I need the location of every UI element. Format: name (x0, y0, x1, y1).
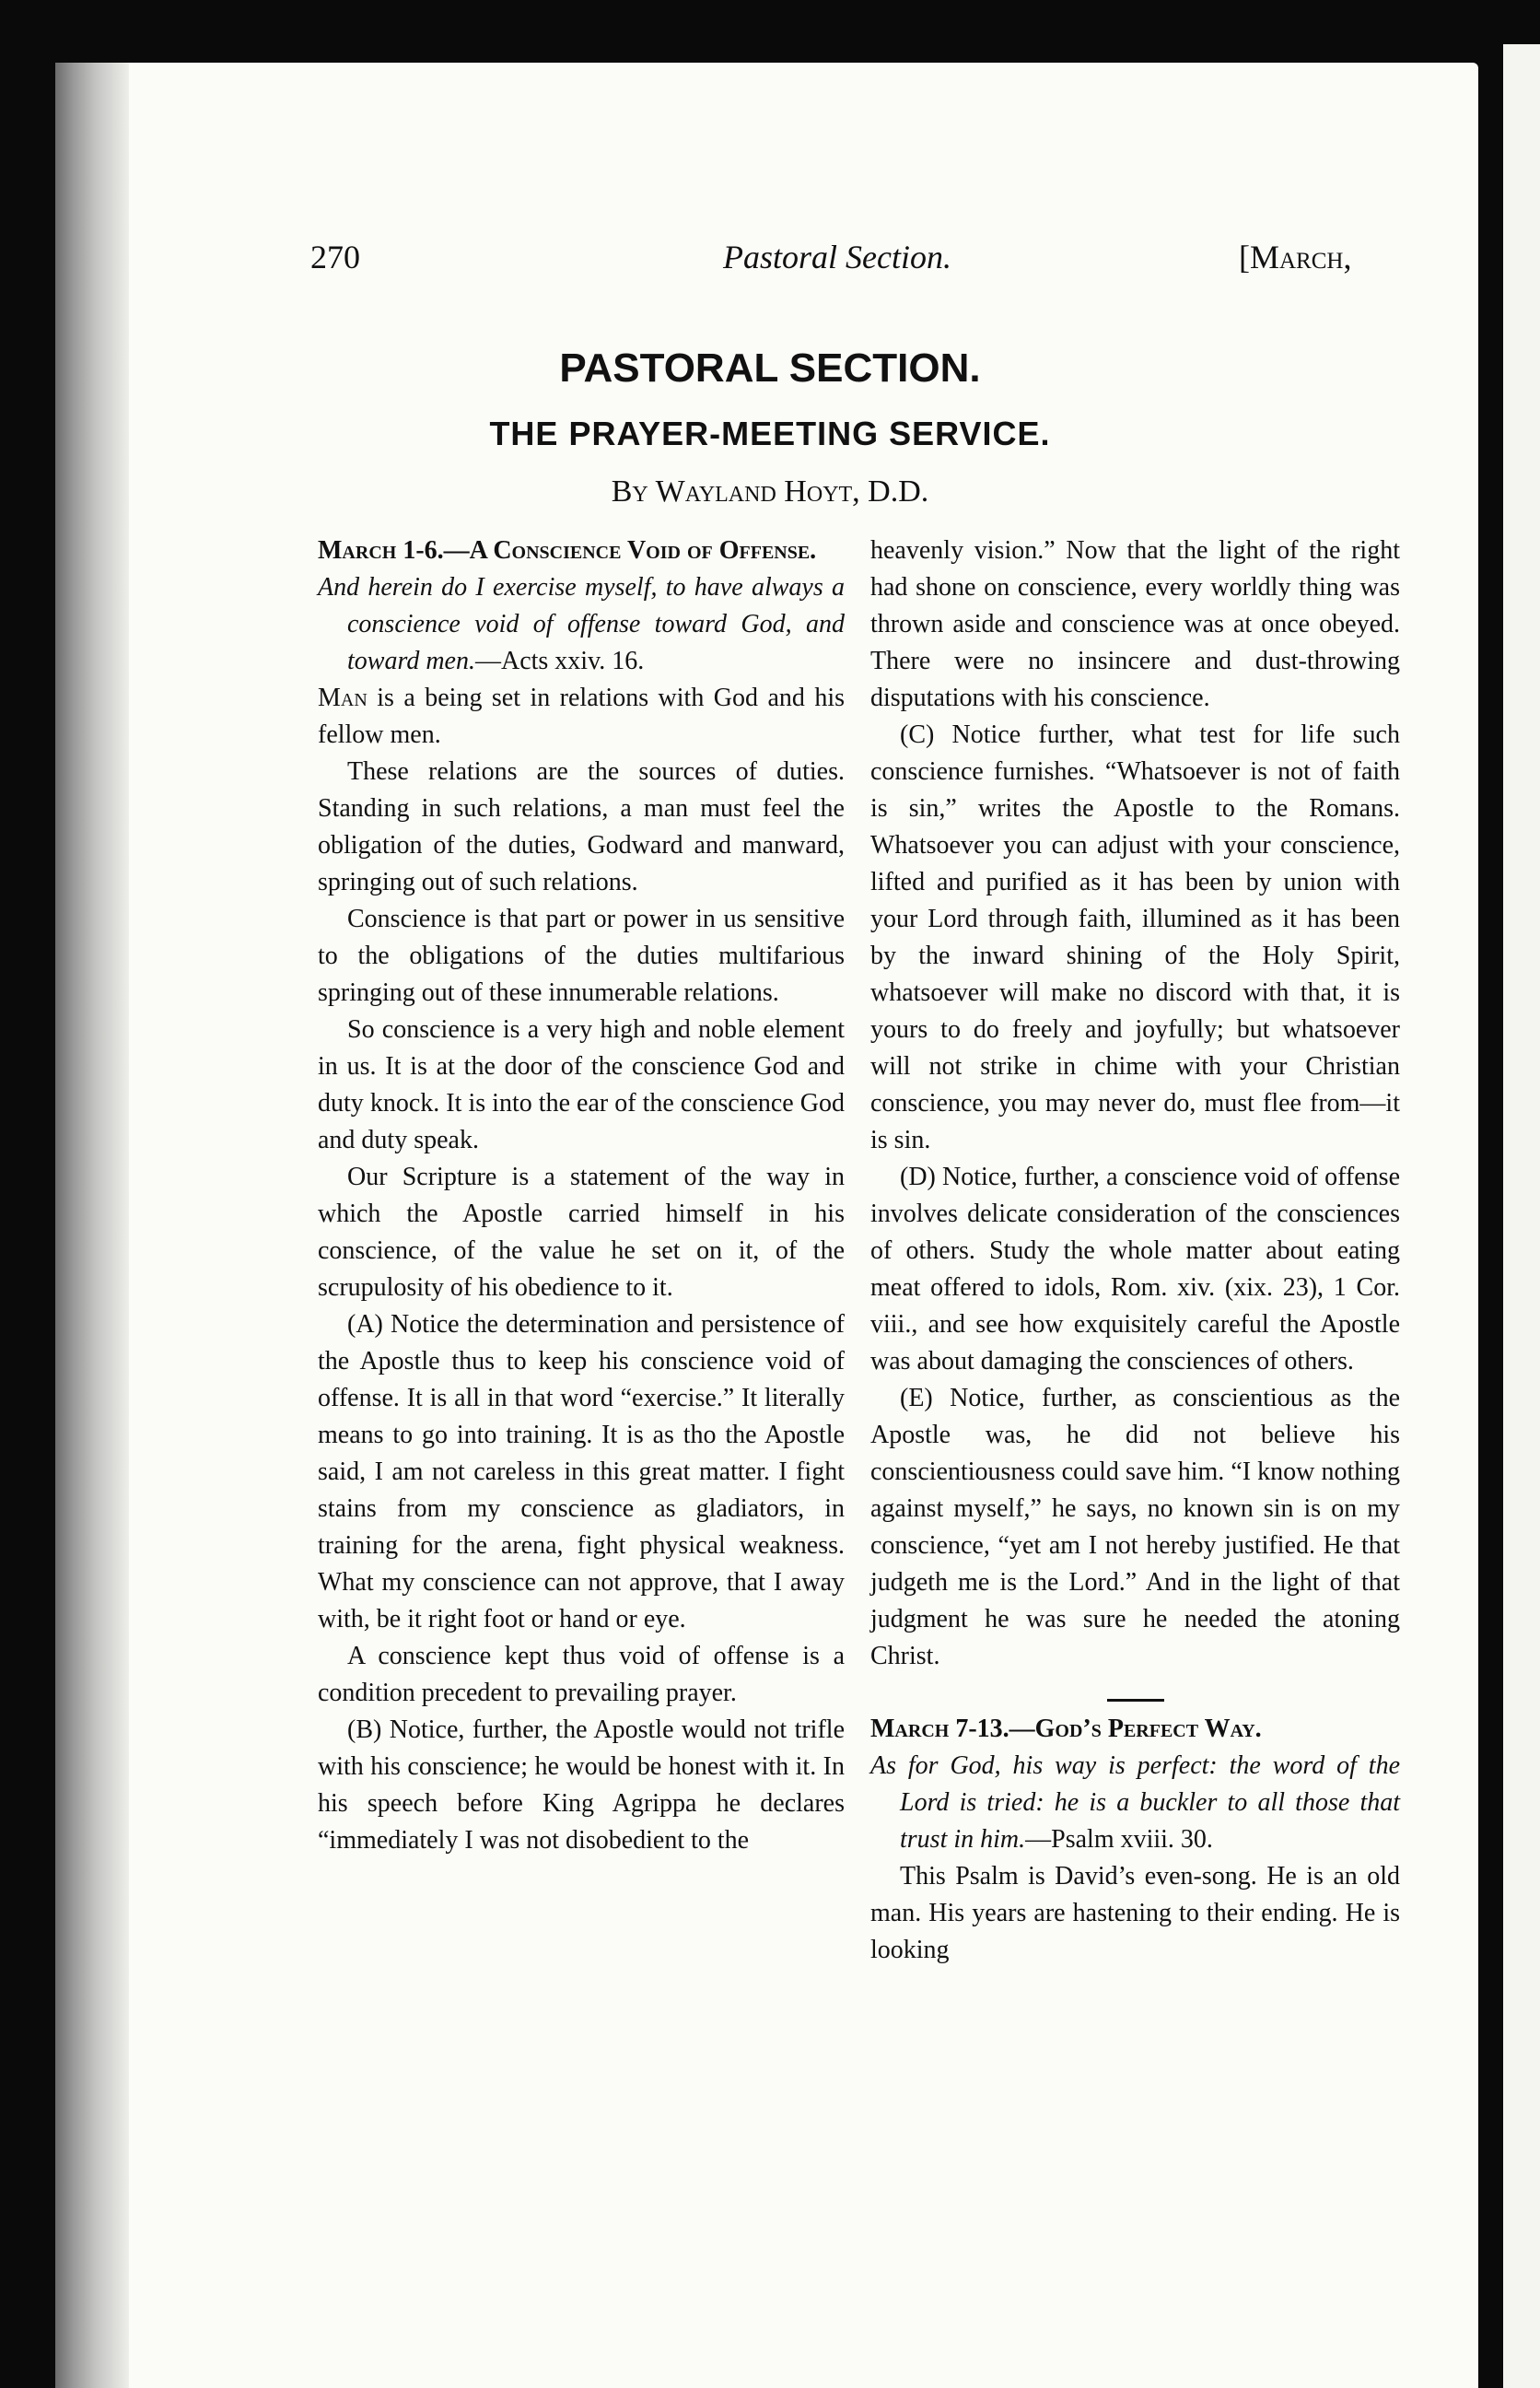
section-title: PASTORAL SECTION. (559, 345, 981, 391)
heading-title: —God’s Perfect Way. (1009, 1715, 1262, 1743)
scripture-reference: —Acts xxiv. 16. (474, 647, 645, 675)
paragraph-text: (B) Notice, further, the Apostle would not trifle with his conscience; he would be honest with it. In his speech before King Agrippa he declares “immediately I was not disobedient to the (318, 1715, 845, 1855)
heading-date: March 7-13. (870, 1715, 1009, 1743)
paragraph-point-b (318, 1712, 845, 1859)
scripture-quote (870, 1748, 1400, 1858)
paragraph: So conscience is a very high and noble element in us. It is at the door of the conscience God and duty knock. It is into the ear of the conscience God and duty speak. (318, 1015, 845, 1154)
service-title: THE PRAYER-MEETING SERVICE. (489, 415, 1051, 452)
paragraph-point-d: (D) Notice, further, a conscience void of offense involves delicate consideration of the consciences of others. Study the whole matter about eating meat offered to idols, Rom. xiv. (xix. 23), 1 Cor. viii., and see how exquisitely careful the Apostle was about damaging the consciences of others. (870, 1163, 1400, 1375)
byline: By Wayland Hoyt, D.D. (611, 474, 929, 509)
article-heading (870, 1711, 1400, 1748)
article-heading (318, 533, 845, 569)
heading-date: March 1-6. (318, 536, 444, 565)
scripture-text: And herein do I exercise myself, to have always a conscience void of offense toward God, and toward men. (318, 573, 845, 675)
paragraph: A conscience kept thus void of offense is a condition precedent to prevailing prayer. (318, 1642, 845, 1707)
paragraph-point-c: (C) Notice further, what test for life such conscience furnishes. “Whatsoever is not of faith is sin,” writes the Apostle to the Romans. Whatsoever you can adjust with your conscience, lifted and purified as it has been by union with your Lord through faith, illumined as it has been by the inward shining of the Holy Spirit, whatsoever will make no discord with that, it is yours to do freely and joyfully; but whatsoever will not strike in chime with your Christian conscience, you may never do, must flee from—it is sin. (870, 720, 1400, 1154)
page-stack-edge (55, 63, 129, 2388)
paragraph-point-a: (A) Notice the determination and persistence of the Apostle thus to keep his conscience void of offense. It is all in that word “exercise.” It literally means to go into training. It is as tho the Apostle said, I am not careless in this great matter. I fight stains from my conscience as gladiators, in training for the arena, fight physical weakness. What my conscience can not approve, that I away with, be it right foot or hand or eye. (318, 1310, 845, 1633)
paragraph (318, 680, 845, 754)
paragraph-point-e: (E) Notice, further, as conscientious as the Apostle was, he did not believe his conscientiousness could save him. “I know nothing against myself,” he says, no known sin is on my conscience, “yet am I not hereby justified. He that judgeth me is the Lord.” And in the light of that judgment he was sure he needed the atoning Christ. (870, 1384, 1400, 1670)
scripture-quote (318, 569, 845, 680)
running-title: Pastoral Section. (723, 239, 951, 275)
paragraph: These relations are the sources of duties. Standing in such relations, a man must feel the obligation of the duties, Godward and manward, springing out of such relations. (318, 757, 845, 896)
running-month: [March, (1239, 239, 1352, 275)
scripture-reference: —Psalm xviii. 30. (1025, 1825, 1213, 1854)
right-column (870, 533, 1400, 1969)
heading-title: —A Conscience Void of Offense. (443, 536, 817, 565)
left-column (318, 533, 845, 1859)
paragraph: Our Scripture is a statement of the way in which the Apostle carried himself in his conscience, of the value he set on it, of the scrupulosity of his obedience to it. (318, 1163, 845, 1302)
first-word: Man (318, 684, 368, 712)
section-divider (1107, 1699, 1164, 1702)
page-number: 270 (310, 239, 360, 275)
paragraph-continuation: heavenly vision.” Now that the light of the right had shone on conscience, every worldly thing was thrown aside and conscience was at once obeyed. There were no insincere and dust-throwing disputations with his conscience. (870, 536, 1400, 712)
scripture-text: As for God, his way is perfect: the word of the Lord is tried: he is a buckler to all those that trust in him. (870, 1751, 1400, 1854)
running-header (0, 238, 1540, 284)
paragraph: This Psalm is David’s even-song. He is an old man. His years are hastening to their ending. He is looking (870, 1862, 1400, 1964)
paragraph: Conscience is that part or power in us sensitive to the obligations of the duties multifarious springing out of these innumerable relations. (318, 905, 845, 1007)
facing-page-edge (1503, 44, 1540, 2388)
paragraph-text: is a being set in relations with God and his fellow men. (318, 684, 845, 749)
